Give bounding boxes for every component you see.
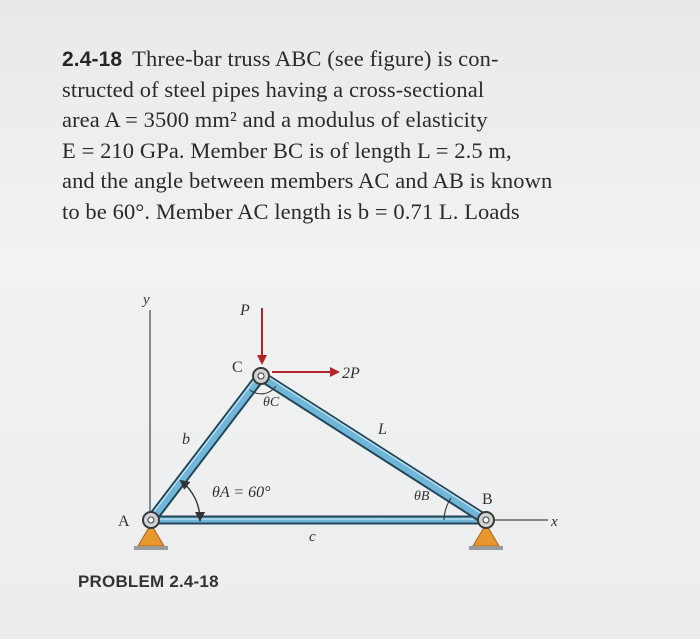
problem-text-line-2: structed of steel pipes having a cross-sectional xyxy=(62,76,485,102)
x-axis-label: x xyxy=(551,514,558,530)
member-ac-label: b xyxy=(182,431,190,448)
member-ab xyxy=(152,519,486,520)
problem-text-line-1: Three-bar truss ABC (see figure) is con- xyxy=(132,46,499,71)
node-c-label: C xyxy=(232,359,243,376)
problem-text-line-4: E = 210 GPa. Member BC is of length L = 2.5 m, xyxy=(62,137,512,163)
problem-text-line-3: area A = 3500 mm² and a modulus of elasticity xyxy=(62,107,488,132)
node-b-label: B xyxy=(482,491,493,508)
member-bc xyxy=(261,373,487,520)
problem-text-line-6: to be 60°. Member AC length is b = 0.71 L. Loads xyxy=(62,198,520,224)
pin-b xyxy=(478,512,494,528)
member-bc-label: L xyxy=(378,421,387,438)
theta-a-arc-start xyxy=(181,481,200,520)
theta-a-arc xyxy=(181,481,200,520)
load-p-label: P xyxy=(240,302,250,319)
y-axis-label: y xyxy=(143,292,150,308)
pin-a xyxy=(143,512,159,528)
theta-c-label: θC xyxy=(263,395,280,410)
theta-a-label: θA = 60° xyxy=(212,484,271,501)
problem-number: 2.4-18 xyxy=(62,48,123,71)
load-2p-label: 2P xyxy=(342,365,360,382)
problem-text-line-5: and the angle between members AC and AB is known xyxy=(62,168,553,193)
node-a-label: A xyxy=(118,513,130,530)
problem-caption: PROBLEM 2.4-18 xyxy=(78,572,219,591)
pin-c xyxy=(253,368,269,384)
member-ab-label: c xyxy=(309,529,316,545)
theta-b-label: θB xyxy=(414,489,430,504)
